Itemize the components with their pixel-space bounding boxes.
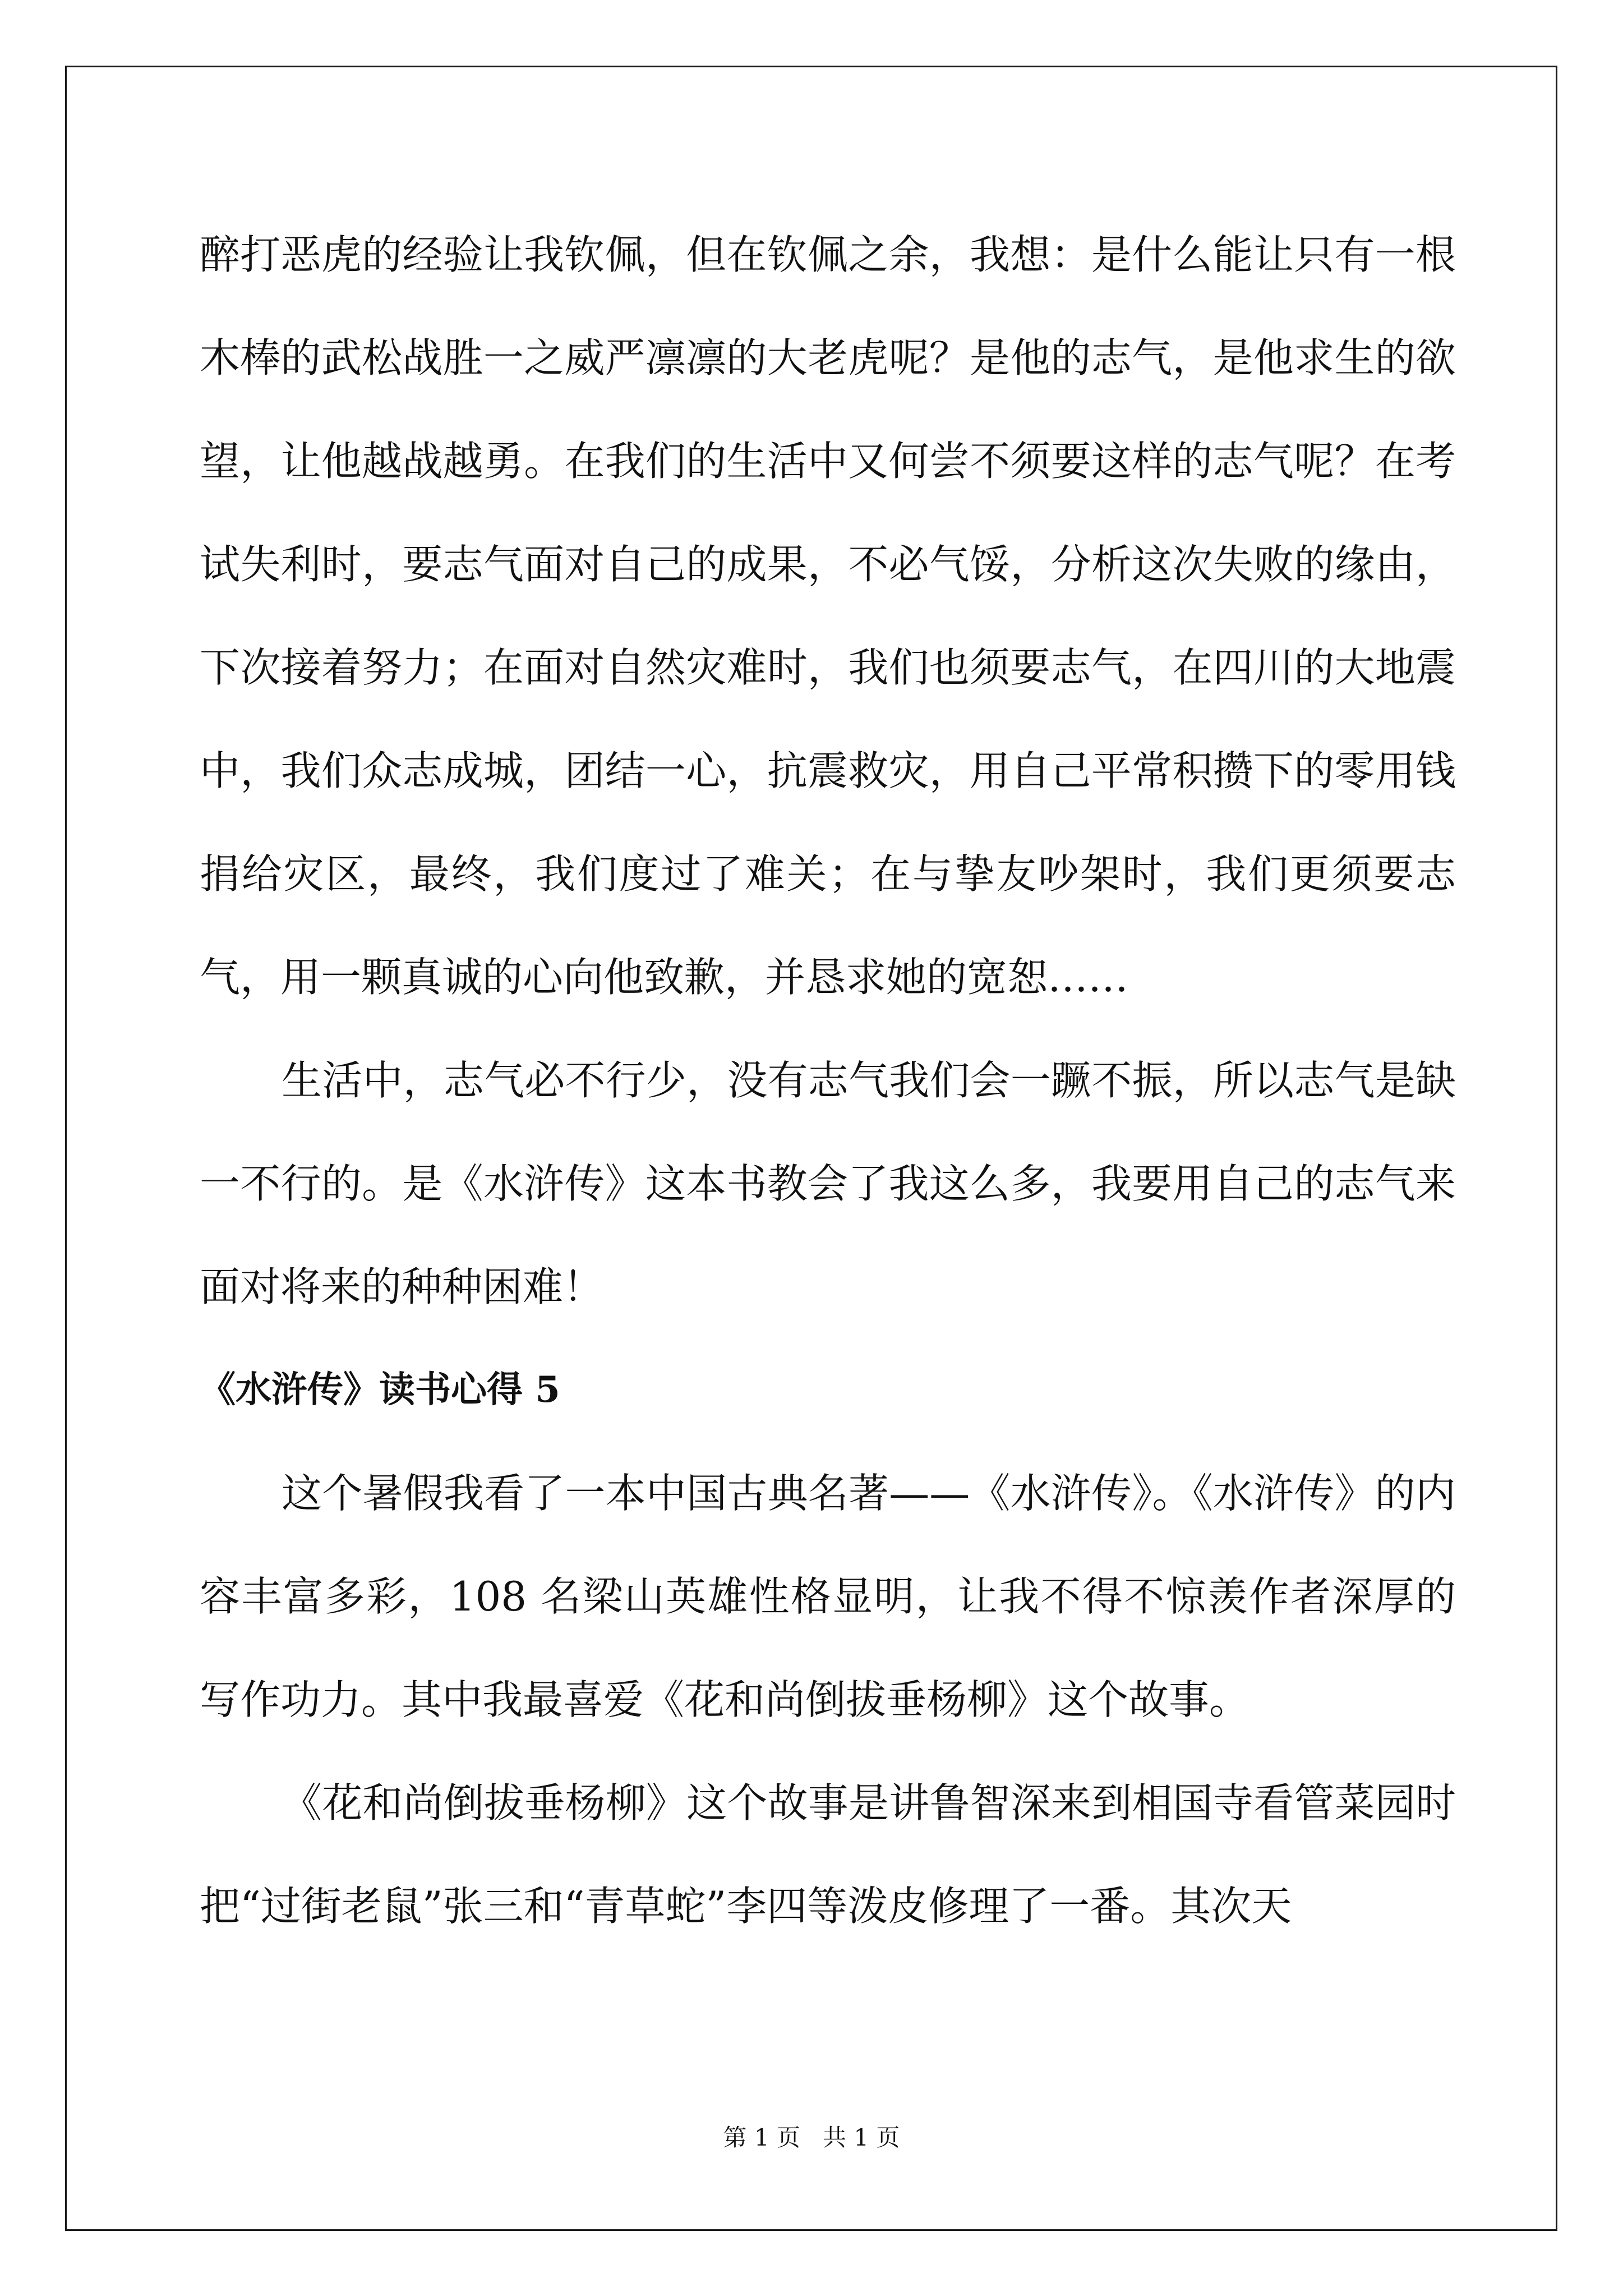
paragraph-4: 《花和尚倒拔垂杨柳》这个故事是讲鲁智深来到相国寺看管菜园时把“过街老鼠”张三和“青草蛇”李四等泼皮修理了一番。其次天: [200, 1779, 1456, 1930]
page-footer: [0, 2119, 1623, 2153]
page-number: 第 1 页: [723, 2124, 800, 2151]
section-heading: 《水浒传》读书心得 5: [200, 1369, 560, 1411]
page-total: 共 1 页: [823, 2124, 900, 2151]
document-body: [200, 203, 1456, 1958]
paragraph-2: 生活中，志气必不行少，没有志气我们会一蹶不振，所以志气是缺一不行的。是《水浒传》这本书教会了我这么多，我要用自己的志气来面对将来的种种困难！: [200, 1057, 1456, 1310]
paragraph-1: 醉打恶虎的经验让我钦佩，但在钦佩之余，我想：是什么能让只有一根木棒的武松战胜一之威严凛凛的大老虎呢？是他的志气，是他求生的欲望，让他越战越勇。在我们的生活中又何尝不须要这样的志气呢？在考试失利时，要志气面对自己的成果，不必气馁，分析这次失败的缘由，下次接着努力；在面对自然灾难时，我们也须要志气，在四川的大地震中，我们众志成城，团结一心，抗震救灾，用自己平常积攒下的零用钱捐给灾区，最终，我们度过了难关；在与挚友吵架时，我们更须要志气，用一颗真诚的心向他致歉，并恳求她的宽恕……: [200, 231, 1456, 1001]
paragraph-3: 这个暑假我看了一本中国古典名著——《水浒传》。《水浒传》的内容丰富多彩，108 名梁山英雄性格显明，让我不得不惊羡作者深厚的写作功力。其中我最喜爱《花和尚倒拔垂杨柳》这个故事。: [200, 1470, 1456, 1723]
